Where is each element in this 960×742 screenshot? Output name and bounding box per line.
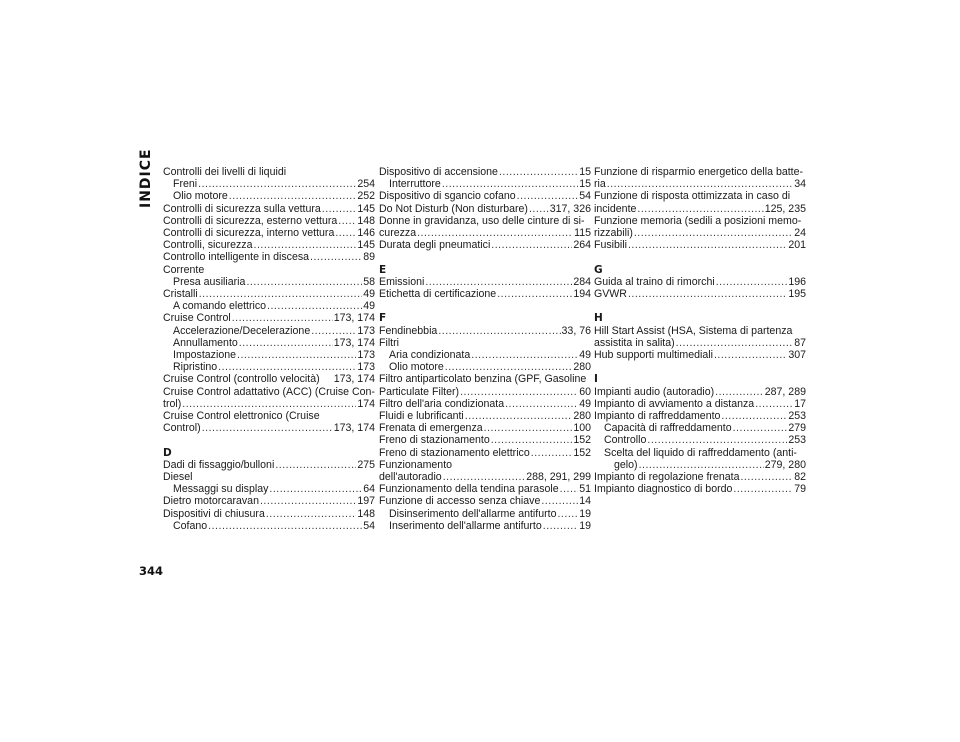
index-entry[interactable]: Etichetta di certificazione ..... 194	[379, 288, 591, 300]
index-column-3	[594, 166, 806, 495]
index-entry: Funzionamento	[379, 458, 453, 471]
index-entry[interactable]: incidente ..... 125, 235	[594, 203, 806, 215]
index-entry[interactable]: Dadi di fissaggio/bulloni ..... 275	[163, 459, 375, 471]
index-entry: Hill Start Assist (HSA, Sistema di partenza	[594, 324, 793, 337]
index-entry: Cruise Control elettronico (Cruise	[163, 410, 320, 423]
index-entry: Controlli dei livelli di liquidi	[163, 166, 287, 178]
index-entry[interactable]: Frenata di emergenza ..... 100	[379, 422, 591, 434]
index-entry[interactable]: Controlli di sicurezza, interno vettura ..... 146	[163, 227, 375, 239]
index-entry[interactable]: Olio motore ..... 280	[379, 361, 591, 373]
index-column-2	[379, 166, 591, 532]
index-entry[interactable]: A comando elettrico ..... 49	[163, 300, 375, 312]
index-entry[interactable]: Dispositivi di chiusura ..... 148	[163, 508, 375, 520]
index-entry[interactable]: ria ..... 34	[594, 178, 806, 190]
index-entry[interactable]: assistita in salita) ..... 87	[594, 337, 806, 349]
letter-heading-h: H	[594, 312, 603, 325]
index-entry: Filtro antiparticolato benzina (GPF, Gasoline	[379, 373, 587, 386]
index-entry[interactable]: Particulate Filter) ..... 60	[379, 386, 591, 398]
index-entry[interactable]: rizzabili) ..... 24	[594, 227, 806, 239]
index-entry[interactable]: Cofano ..... 54	[163, 520, 375, 532]
index-entry[interactable]: Impianto diagnostico di bordo ..... 79	[594, 483, 806, 495]
index-entry: Funzione memoria (sedili a posizioni memo-	[594, 214, 802, 227]
index-entry[interactable]: Do Not Disturb (Non disturbare) ..... 317, 326	[379, 203, 591, 215]
index-entry: Cruise Control adattativo (ACC) (Cruise Con-	[163, 385, 375, 398]
index-entry[interactable]: Olio motore ..... 252	[163, 190, 375, 202]
index-entry[interactable]: Cristalli ..... 49	[163, 288, 375, 300]
index-entry[interactable]: Fusibili ..... 201	[594, 239, 806, 251]
index-entry: Funzione di risposta ottimizzata in caso di	[594, 190, 791, 203]
index-entry[interactable]: Filtro dell'aria condizionata ..... 49	[379, 398, 591, 410]
index-entry[interactable]: Fendinebbia ..... 33, 76	[379, 325, 591, 337]
index-entry[interactable]: Impostazione ..... 173	[163, 349, 375, 361]
index-entry[interactable]: Control) ..... 173, 174	[163, 422, 375, 434]
index-entry[interactable]: Controlli di sicurezza sulla vettura ..... 145	[163, 203, 375, 215]
index-entry[interactable]: Freno di stazionamento elettrico ..... 152	[379, 447, 591, 459]
index-entry[interactable]: Inserimento dell'allarme antifurto ..... 19	[379, 520, 591, 532]
index-entry: Diesel	[163, 471, 193, 484]
index-entry[interactable]: Funzionamento della tendina parasole ..... 51	[379, 483, 591, 495]
index-entry[interactable]: Freni ..... 254	[163, 178, 375, 190]
index-entry[interactable]: Dispositivo di accensione ..... 15	[379, 166, 591, 178]
index-entry[interactable]: gelo) ..... 279, 280	[594, 459, 806, 471]
index-entry[interactable]: dell'autoradio ..... 288, 291, 299	[379, 471, 591, 483]
index-entry[interactable]: trol) ..... 174	[163, 398, 375, 410]
index-entry[interactable]: Disinserimento dell'allarme antifurto ..... 19	[379, 508, 591, 520]
letter-heading-f: F	[379, 312, 387, 325]
index-entry[interactable]: Controlli, sicurezza ..... 145	[163, 239, 375, 251]
letter-heading-i: I	[594, 373, 598, 386]
index-entry[interactable]: Impianto di raffreddamento ..... 253	[594, 410, 806, 422]
section-tab-indice: INDICE	[138, 148, 154, 208]
index-entry[interactable]: Durata degli pneumatici ..... 264	[379, 239, 591, 251]
index-entry[interactable]: Annullamento ..... 173, 174	[163, 337, 375, 349]
index-entry[interactable]: Impianto di avviamento a distanza ..... 17	[594, 398, 806, 410]
index-entry[interactable]: Guida al traino di rimorchi ..... 196	[594, 276, 806, 288]
index-entry[interactable]: Controllo intelligente in discesa ..... 89	[163, 251, 375, 263]
index-entry: Corrente	[163, 263, 205, 276]
index-entry[interactable]: curezza ..... 115	[379, 227, 591, 239]
index-entry[interactable]: Dispositivo di sgancio cofano ..... 54	[379, 190, 591, 202]
index-entry[interactable]: Capacità di raffreddamento ..... 279	[594, 422, 806, 434]
index-entry[interactable]: Hub supporti multimediali ..... 307	[594, 349, 806, 361]
index-entry[interactable]: Aria condizionata ..... 49	[379, 349, 591, 361]
letter-heading-d: D	[163, 446, 172, 459]
index-entry[interactable]: Accelerazione/Decelerazione ..... 173	[163, 325, 375, 337]
index-entry[interactable]: Controlli di sicurezza, esterno vettura ..... 148	[163, 215, 375, 227]
index-entry[interactable]: GVWR ..... 195	[594, 288, 806, 300]
index-entry[interactable]: Fluidi e lubrificanti ..... 280	[379, 410, 591, 422]
letter-heading-e: E	[379, 263, 387, 276]
letter-heading-g: G	[594, 263, 603, 276]
index-entry[interactable]: Presa ausiliaria ..... 58	[163, 276, 375, 288]
index-entry[interactable]: Cruise Control (controllo velocità) 173, 174	[163, 373, 375, 386]
index-entry[interactable]: Freno di stazionamento ..... 152	[379, 434, 591, 446]
index-column-1	[163, 166, 375, 532]
index-entry: Filtri	[379, 336, 400, 349]
index-entry[interactable]: Cruise Control ..... 173, 174	[163, 312, 375, 324]
index-entry[interactable]: Funzione di accesso senza chiave ..... 14	[379, 495, 591, 507]
index-entry[interactable]: Interruttore ..... 15	[379, 178, 591, 190]
page-number: 344	[139, 564, 164, 578]
index-entry[interactable]: Messaggi su display ..... 64	[163, 483, 375, 495]
index-entry[interactable]: Controllo ..... 253	[594, 434, 806, 446]
index-entry: Scelta del liquido di raffreddamento (anti-	[604, 446, 797, 459]
index-entry[interactable]: Emissioni ..... 284	[379, 276, 591, 288]
index-entry: Funzione di risparmio energetico della batte-	[594, 166, 804, 178]
index-entry[interactable]: Dietro motorcaravan ..... 197	[163, 495, 375, 507]
index-entry[interactable]: Impianti audio (autoradio) ..... 287, 289	[594, 386, 806, 398]
index-entry: Donne in gravidanza, uso delle cinture di si-	[379, 214, 585, 227]
index-entry[interactable]: Impianto di regolazione frenata ..... 82	[594, 471, 806, 483]
index-entry[interactable]: Ripristino ..... 173	[163, 361, 375, 373]
